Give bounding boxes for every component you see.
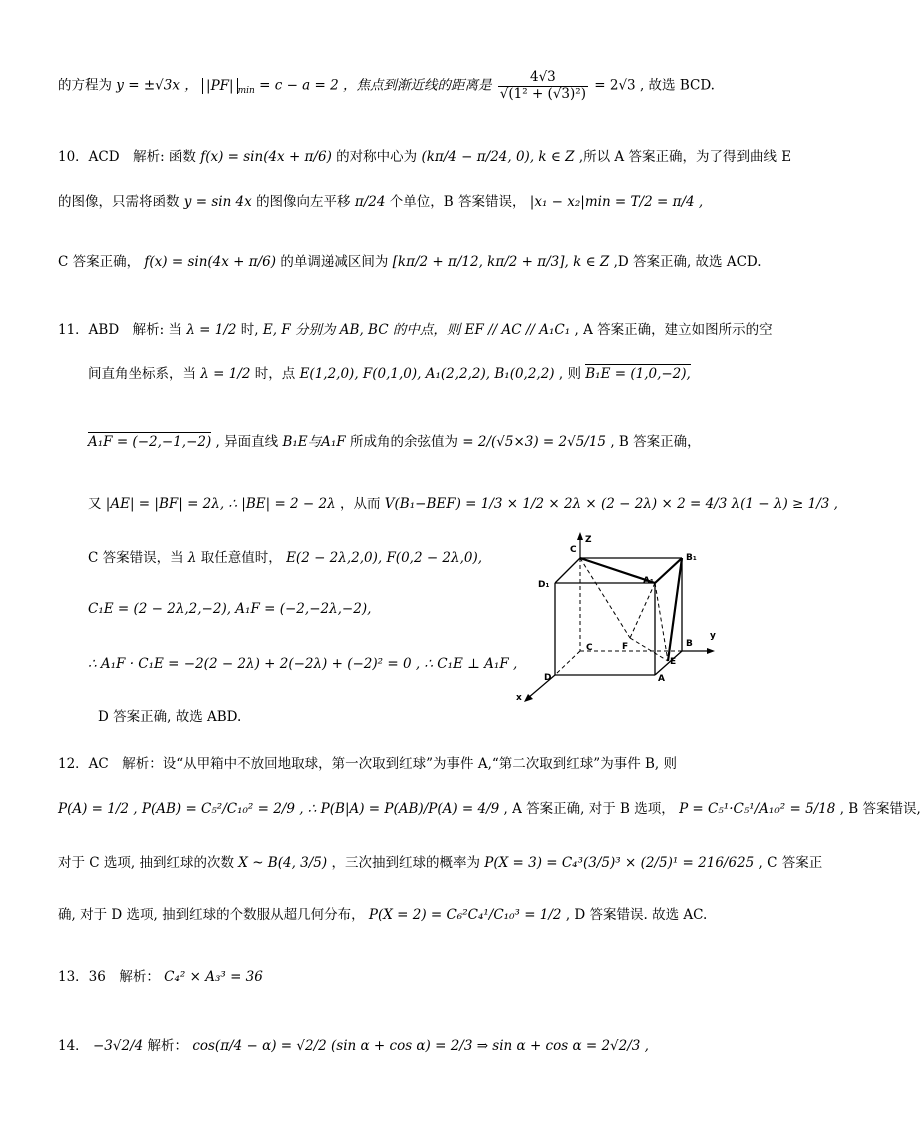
- math: [kπ/2 + π/12, kπ/2 + π/3], k ∈ Z: [392, 254, 610, 270]
- text: 确, 对于 D 选项, 抽到红球的个数服从超几何分布，: [58, 907, 365, 923]
- label-d: D: [544, 673, 552, 683]
- fraction: [498, 70, 588, 102]
- math: P = C₅¹·C₅¹/A₁₀² = 5/18: [679, 801, 836, 817]
- math: P(X = 3) = C₄³(3/5)³ × (2/5)¹ = 216/625: [484, 855, 755, 871]
- q11-line-3: [88, 430, 754, 450]
- text: = 2√3 , 故选 BCD.: [594, 77, 715, 94]
- math: E, F 分别为 AB, BC 的中点，则 EF // AC // A₁C₁: [262, 322, 571, 338]
- text: ,所以 A 答案正确，为了得到曲线 E: [578, 149, 792, 165]
- label-a1: A₁: [643, 576, 654, 586]
- label-y: y: [710, 631, 716, 641]
- math: f(x) = sin(4x + π/6): [144, 254, 277, 270]
- math: y = ±√3x ，: [116, 77, 198, 94]
- text: 解析：: [147, 1038, 189, 1054]
- q11-line-4: [88, 492, 838, 512]
- vector: B₁E = (1,0,−2),: [585, 366, 691, 382]
- math: λ = 1/2: [186, 322, 237, 338]
- math: |PF|: [202, 78, 238, 94]
- text: 12．AC 解析：设“从甲箱中不放回地取球，第一次取到红球”为事件 A,“第二次取到红球”为事件 B, 则: [58, 756, 677, 772]
- text: 的方程为: [58, 77, 112, 94]
- math: E(1,2,0), F(0,1,0), A₁(2,2,2), B₁(0,2,2): [299, 366, 555, 382]
- math: = 2/(√5×3) = 2√5/15: [462, 434, 607, 450]
- math: −3√2/4: [92, 1038, 144, 1054]
- text: , D 答案错误. 故选 AC.: [565, 907, 708, 923]
- text: 的图像向左平移: [256, 194, 351, 210]
- q11-line-2: [88, 362, 754, 382]
- vector: A₁F = (−2,−1,−2): [88, 434, 212, 450]
- text: ，从而: [339, 496, 381, 512]
- math: V(B₁−BEF) = 1/3 × 1/2 × 2λ × (2 − 2λ) × 2 = 4/3 λ(1 − λ) ≥ 1/3 ,: [384, 496, 838, 512]
- text: 的对称中心为: [336, 149, 418, 165]
- text: ,D 答案正确, 故选 ACD.: [613, 254, 762, 270]
- q12-line-3: [58, 851, 823, 871]
- text: 间直角坐标系，当: [88, 366, 196, 382]
- math: = c − a = 2 ，焦点到渐近线的距离是: [259, 77, 492, 94]
- math: cos(π/4 − α) = √2/2 (sin α + cos α) = 2/3 ⇒ sin α + cos α = 2√2/3 ,: [192, 1038, 649, 1054]
- text: ，三次抽到红球的概率为: [331, 855, 480, 871]
- text: 时，点: [254, 366, 296, 382]
- text: 个单位，B 答案错误，: [389, 194, 526, 210]
- q12-line-2: [58, 797, 921, 817]
- text: 时,: [240, 322, 259, 338]
- text: 又: [88, 496, 102, 512]
- text: 的图像，只需将函数: [58, 194, 180, 210]
- q10-line-1: [58, 145, 792, 165]
- text: , B 答案错误,: [839, 801, 921, 817]
- math: y = sin 4x: [183, 194, 252, 210]
- text: 14．: [58, 1038, 89, 1054]
- math: X ~ B(4, 3/5): [238, 855, 328, 871]
- text: , C 答案正: [758, 855, 823, 871]
- q11-line-1: [58, 318, 773, 338]
- label-f: F: [622, 642, 629, 652]
- math: f(x) = sin(4x + π/6): [200, 149, 332, 165]
- denominator: √(1² + (√3)²): [499, 85, 586, 102]
- text: D 答案正确, 故选 ABD.: [98, 709, 242, 725]
- cube-figure: [510, 528, 730, 713]
- text: , A 答案正确, 对于 B 选项，: [503, 801, 675, 817]
- math: P(X = 2) = C₆²C₄¹/C₁₀³ = 1/2: [368, 907, 562, 923]
- label-c: C: [586, 643, 593, 653]
- text: C 答案正确，: [58, 254, 141, 270]
- line-1: [58, 70, 754, 102]
- math: |x₁ − x₂|min = T/2 = π/4 ,: [529, 194, 704, 210]
- text: 对于 C 选项, 抽到红球的次数: [58, 855, 234, 871]
- label-a: A: [658, 674, 665, 684]
- text: , 则: [558, 366, 581, 382]
- numerator: 4√3: [529, 69, 556, 85]
- math: π/24: [354, 194, 386, 210]
- math: λ: [187, 550, 197, 566]
- text: 所成角的余弦值为: [349, 434, 458, 450]
- math: B₁E与A₁F: [282, 434, 346, 450]
- math: C₁E = (2 − 2λ,2,−2), A₁F = (−2,−2λ,−2),: [88, 601, 372, 617]
- label-z: Z: [585, 535, 592, 545]
- q12-line-1: [58, 752, 754, 772]
- text: C 答案错误，当: [88, 550, 184, 566]
- label-d1: D₁: [538, 580, 550, 590]
- text: 13．36 解析：: [58, 969, 160, 985]
- label-c1: C: [570, 545, 577, 555]
- label-b: B: [686, 639, 693, 649]
- math: ∴ A₁F · C₁E = −2(2 − 2λ) + 2(−2λ) + (−2)² = 0 , ∴ C₁E ⊥ A₁F ,: [88, 656, 518, 672]
- q13-line: [58, 965, 754, 985]
- math-sub: min: [237, 86, 255, 97]
- text: , B 答案正确，: [610, 434, 701, 450]
- math: E(2 − 2λ,2,0), F(0,2 − 2λ,0),: [286, 550, 483, 566]
- text: 10．ACD 解析: 函数: [58, 149, 196, 165]
- text: 取任意值时，: [200, 550, 282, 566]
- label-b1: B₁: [686, 553, 697, 563]
- math: λ = 1/2: [200, 366, 251, 382]
- q14-line: [58, 1034, 754, 1054]
- text: 11．ABD 解析: 当: [58, 322, 183, 338]
- q12-line-4: [58, 903, 754, 923]
- label-x: x: [516, 693, 522, 703]
- label-e: E: [670, 657, 677, 667]
- math: P(A) = 1/2 , P(AB) = C₅²/C₁₀² = 2/9 , ∴ P(B|A) = P(AB)/P(A) = 4/9: [58, 801, 500, 817]
- text: 的单调递减区间为: [280, 254, 389, 270]
- q10-line-2: [58, 190, 754, 210]
- math: C₄² × A₃³ = 36: [164, 969, 263, 985]
- text: , A 答案正确，建立如图所示的空: [574, 322, 773, 338]
- text: , 异面直线: [215, 434, 279, 450]
- math: |AE| = |BF| = 2λ, ∴ |BE| = 2 − 2λ: [105, 496, 336, 512]
- q10-line-3: [58, 250, 762, 270]
- math: (kπ/4 − π/24, 0), k ∈ Z: [421, 149, 575, 165]
